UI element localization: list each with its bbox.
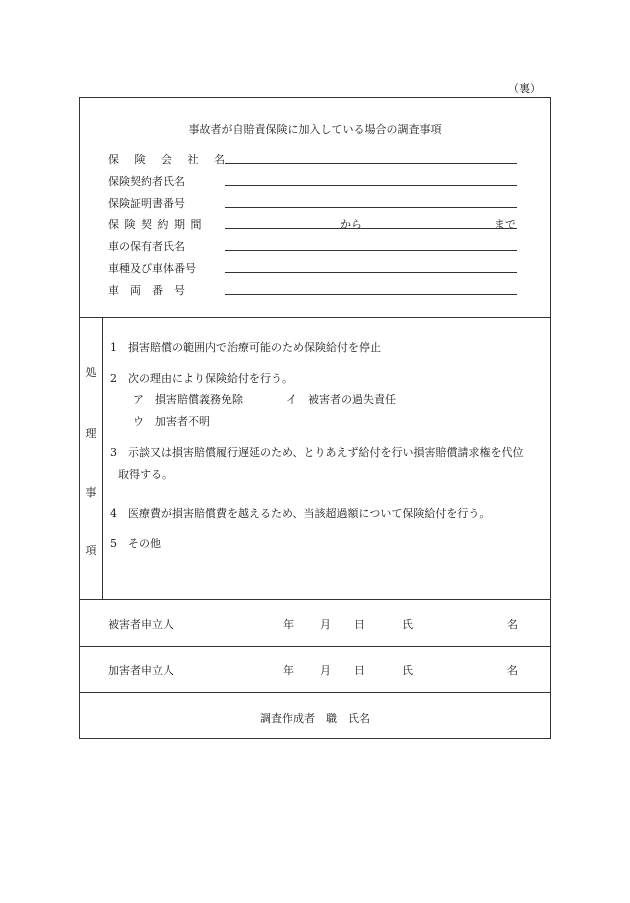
field-label-insurance-company: 保 険 会 社 名 bbox=[108, 153, 231, 166]
victim-name-mei: 名 bbox=[507, 618, 518, 631]
field-vehicle-number[interactable] bbox=[225, 294, 517, 295]
field-label-vehicle-owner: 車の保有者氏名 bbox=[108, 240, 185, 253]
processing-item-2: 2 次の理由により保険給付を行う。 bbox=[110, 372, 293, 385]
processing-item-3-continued: 取得する。 bbox=[118, 468, 173, 481]
field-certificate-number[interactable] bbox=[225, 207, 517, 208]
perpetrator-date-year: 年 bbox=[283, 664, 294, 677]
processing-item-3: 3 示談又は損害賠償履行遅延のため、とりあえず給付を行い損害賠償請求権を代位 bbox=[110, 446, 524, 459]
field-label-certificate-number: 保険証明書番号 bbox=[108, 197, 185, 210]
perpetrator-date-day: 日 bbox=[354, 664, 365, 677]
perpetrator-name-mei: 名 bbox=[507, 664, 518, 677]
processing-side-label: 項 bbox=[85, 544, 97, 557]
field-label-policyholder: 保険契約者氏名 bbox=[108, 175, 185, 188]
preparer-label: 調査作成者 職 氏名 bbox=[260, 712, 370, 725]
victim-date-day: 日 bbox=[354, 618, 365, 631]
section-divider bbox=[79, 599, 551, 600]
processing-item-2-option-u: ウ 加害者不明 bbox=[133, 415, 210, 428]
victim-name-shi: 氏 bbox=[402, 618, 413, 631]
processing-side-label: 処 bbox=[85, 366, 97, 379]
field-policyholder[interactable] bbox=[225, 185, 517, 186]
processing-column-divider bbox=[102, 317, 103, 599]
field-label-vehicle-number: 車 両 番 号 bbox=[108, 284, 185, 297]
field-contract-period[interactable] bbox=[225, 228, 517, 229]
victim-applicant-label: 被害者申立人 bbox=[108, 618, 174, 631]
processing-item-5: 5 その他 bbox=[110, 537, 161, 550]
field-vehicle-type[interactable] bbox=[225, 272, 517, 273]
contract-period-to-text: まで bbox=[494, 218, 516, 231]
contract-period-from-text: から bbox=[340, 218, 362, 231]
victim-date-month: 月 bbox=[320, 618, 331, 631]
processing-item-2-option-a: ア 損害賠償義務免除 bbox=[133, 393, 243, 406]
field-insurance-company[interactable] bbox=[225, 163, 517, 164]
survey-title: 事故者が自賠責保険に加入している場合の調査事項 bbox=[188, 123, 442, 136]
processing-item-1: 1 損害賠償の範囲内で治療可能のため保険給付を停止 bbox=[110, 341, 381, 354]
page-side-label: （裏） bbox=[508, 82, 541, 95]
processing-item-2-option-i: イ 被害者の過失責任 bbox=[286, 393, 396, 406]
field-label-vehicle-type: 車種及び車体番号 bbox=[108, 262, 196, 275]
section-divider bbox=[79, 692, 551, 693]
field-vehicle-owner[interactable] bbox=[225, 250, 517, 251]
processing-side-label: 理 bbox=[85, 427, 97, 440]
processing-side-label: 事 bbox=[85, 486, 97, 499]
processing-item-4: 4 医療費が損害賠償費を越えるため、当該超過額について保険給付を行う。 bbox=[110, 507, 491, 520]
perpetrator-date-month: 月 bbox=[320, 664, 331, 677]
field-label-contract-period: 保 険 契 約 期 間 bbox=[108, 218, 203, 231]
perpetrator-name-shi: 氏 bbox=[402, 664, 413, 677]
victim-date-year: 年 bbox=[283, 618, 294, 631]
perpetrator-applicant-label: 加害者申立人 bbox=[108, 664, 174, 677]
section-divider bbox=[79, 317, 551, 318]
section-divider bbox=[79, 646, 551, 647]
